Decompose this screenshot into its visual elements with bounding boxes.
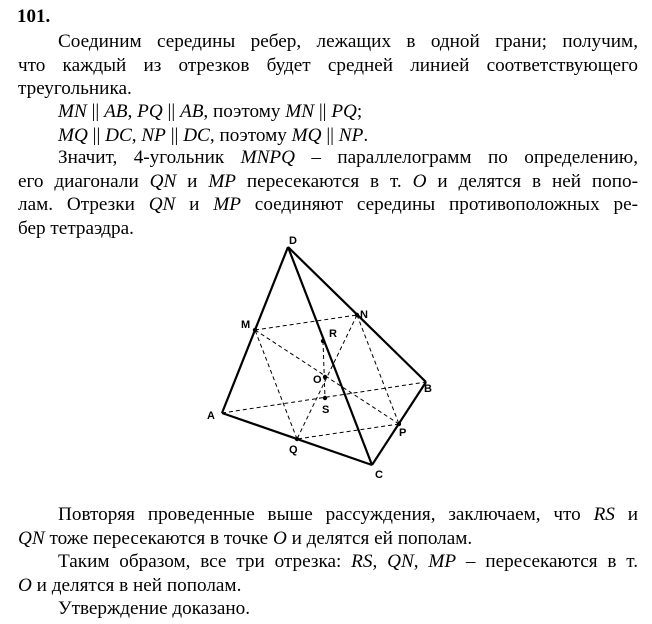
seg-rs: RS [351,551,373,573]
parallel-line-1: MN || AB, PQ || AB, поэтому MN || PQ; [58,101,363,122]
point-r [321,339,325,343]
label-a: A [207,410,215,422]
text: и [175,194,214,216]
label-s: S [322,404,330,416]
parallel-sign: || [170,124,179,146]
point-s [323,396,327,400]
text: лам. Отрезки [18,194,149,216]
after-paragraph [18,503,638,621]
point-o [323,375,327,379]
point-p [397,422,401,426]
text: Значит, 4-угольник [58,147,241,168]
seg-mp: MP [208,170,237,192]
point-n [355,313,359,317]
after-line-5: Утверждение доказано. [58,598,251,620]
text: и [176,170,209,192]
punct: ; [356,101,363,122]
parallel-sign: || [91,101,100,122]
seg-pq-line [297,424,399,439]
after-line-1 [18,503,638,527]
intro-line-2: что каждый из отрезков будет средней линией соответствующего [18,54,638,76]
label-q: Q [289,444,298,456]
seg-mp: MP [428,551,457,573]
seg-mq: MQ [58,124,88,146]
label-m: M [241,319,251,331]
seg-np-line [357,315,399,424]
parallel-line-2: MQ || DC, NP || DC, поэтому MQ || NP. [58,124,369,146]
seg-mn: MN [58,101,87,122]
label-n: N [360,309,368,321]
text: – параллелограмм по определению, [294,147,638,168]
therefore-word: , поэтому [209,124,292,146]
seg-np: NP [141,124,166,146]
point-o: O [412,170,427,192]
parallel-sign: || [326,124,334,146]
seg-qm-line [255,330,297,439]
therefore-word: , поэтому [203,101,286,122]
label-b: B [424,383,432,395]
parallel-sign: || [167,101,176,122]
text: и [614,504,638,525]
seg-mn: MN [285,101,315,122]
seg-dc: DC [105,124,132,146]
seg-qn: QN [18,527,45,549]
text: , [372,551,388,573]
problem-number: 101. [17,6,51,27]
point-q [295,437,299,441]
point-o: O [18,574,32,596]
seg-rs: RS [593,504,615,525]
seg-pq: PQ [137,101,163,122]
seg-qn: QN [149,170,177,192]
parallel-sign: || [318,101,327,122]
seg-rs [323,341,325,398]
intro-line-3: треугольника. [18,78,132,100]
seg-dc: DC [183,124,210,146]
seg-ab: AB [179,101,204,122]
after-line-2 [18,527,638,551]
text: – пересекаются в т. [456,551,639,573]
label-d: D [289,235,297,247]
seg-qn: QN [387,551,414,573]
conclusion-line-4: бер тетраэдра. [18,217,134,239]
label-p: P [399,427,407,439]
parallel-sign: || [92,124,101,146]
text: и делятся в ней попо- [426,170,638,192]
punct: . [363,124,369,146]
seg-mn-line [255,315,357,330]
label-o: O [313,374,322,386]
text: тоже пересекаются в точке [44,527,273,549]
label-c: C [375,469,383,481]
seg-ab: AB [104,101,128,122]
seg-np: NP [338,124,364,146]
text: соединяют середины противоположных ре- [240,194,638,216]
quad-mnpq: MNPQ [240,147,295,168]
text: пересекаются в т. [236,170,413,192]
edge-dc [288,247,372,465]
after-line-4 [18,574,638,598]
seg-qn: QN [148,194,176,216]
seg-mq: MQ [291,124,322,146]
text: Таким образом, все три отрезка: [58,551,352,573]
after-line-3 [18,550,638,574]
seg-mp: MP [213,194,241,216]
text: Повторяя проведенные выше рассуждения, заключаем, что [58,504,594,525]
point-m [253,328,257,332]
point-o: O [272,527,287,549]
label-r: R [329,328,337,340]
text: его диагонали [18,170,150,192]
seg-pq: PQ [331,101,357,122]
text: , [413,551,429,573]
text: и делятся в ней пополам. [31,574,242,596]
intro-line-1: Соединим середины ребер, лежащих в одной грани; получим, [58,31,638,52]
text: и делятся ей пополам. [286,527,473,549]
